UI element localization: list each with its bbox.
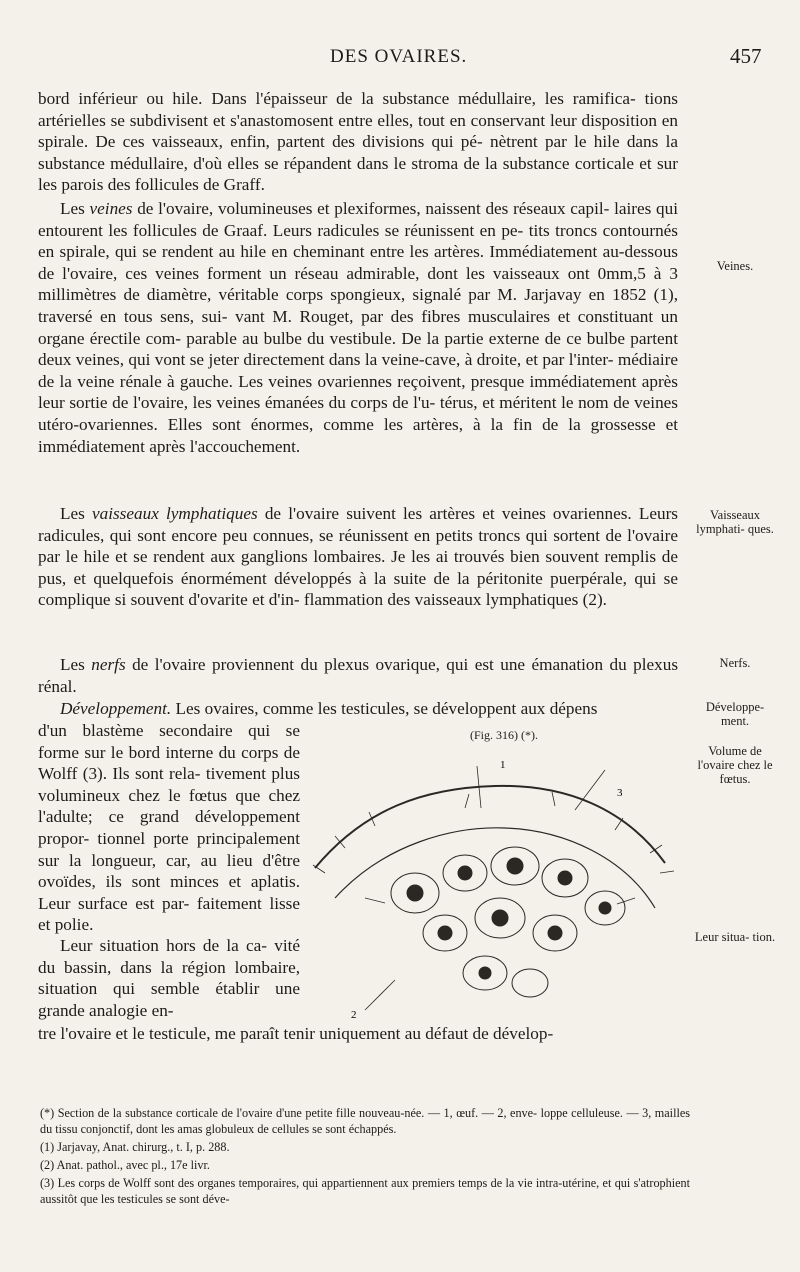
sidenote-volume: Volume de l'ovaire chez le fœtus.: [697, 744, 773, 786]
capsule-outline: [315, 786, 665, 868]
sidenote-developpement: Développe- ment.: [705, 700, 765, 728]
ovum: [438, 926, 452, 940]
paragraph-veins: [38, 198, 678, 457]
sidenote-nerfs: Nerfs.: [719, 656, 751, 670]
paragraph-3: Les vaisseaux lymphatiques de l'ovaire suivent les artères et veines ovariennes. Leurs radicules, qui sont encore peu connues, se réunissent en petits troncs qui sortent de l'ovaire par le hile et se rendent aux ganglions lombaires. Je les ai trouvés bien souvent remplis de pus, et quelquefois énormément développés à la suite de la péritonite puerpérale, qui se complique si souvent d'ovarite et d'in- flammation des vaisseaux lymphatiques (2).: [38, 504, 678, 610]
ovum: [492, 910, 508, 926]
footnote-3: (3) Les corps de Wolff sont des organes temporaires, qui appartiennent aux premiers temps de la vie intra-utérine, et qui s'atrophient aussitôt que les testicules se sont déve-: [40, 1176, 690, 1206]
paragraph-lymphatics: [38, 503, 678, 611]
paragraph-5-lead: Développement. Les ovaires, comme les testicules, se développent aux dépens: [60, 699, 598, 718]
ovary-section-figure: [305, 748, 685, 1038]
ovum: [479, 967, 491, 979]
footnote-1: (1) Jarjavay, Anat. chirurg., t. I, p. 288.: [40, 1140, 230, 1154]
sidenote-situation: Leur situa- tion.: [694, 930, 776, 944]
sidenote-veines: Veines.: [716, 259, 754, 273]
paragraph-4: Les nerfs de l'ovaire proviennent du plexus ovarique, qui est une émanation du plexus rénal.: [38, 655, 679, 696]
paragraph-arteries: [38, 88, 678, 196]
running-header: [0, 42, 800, 72]
paragraph-development-narrow: [38, 720, 300, 936]
term-veines: veines: [89, 199, 133, 218]
paragraph-nerves: [38, 654, 678, 697]
ovum: [558, 871, 572, 885]
follicle: [512, 969, 548, 997]
ovum: [407, 885, 423, 901]
ovum: [599, 902, 611, 914]
footnote-2: (2) Anat. pathol., avec pl., 17e livr.: [40, 1158, 210, 1172]
paragraph-situation-narrow: [38, 935, 300, 1021]
paragraph-2: Les veines de l'ovaire, volumineuses et plexiformes, naissent des réseaux capil- laires qui entourent les follicules de Graaf. Leurs radicules se réunissent en pe- tits troncs contournés en spirale, qui se rendent au hile en cheminant entre les artères. Immédiatement au-dessous de l'ovaire, ces veines forment un réseau admirable, dont les vaisseaux ont 0mm,5 à 3 millimètres de diamètre, véritable corps spongieux, signalé par M. Jarjavay en 1852 (1), traversé en tous sens, sui- vant M. Rouget, par des fibres musculaires et constituant un organe érectile com- parable au bulbe du vestibule. De la partie externe de ce bulbe partent deux veines, qui vont se jeter directement dans la veine-cave, à droite, et par l'inter- médiaire de la veine rénale à gauche. Les veines ovariennes reçoivent, presque immédiatement après leur sortie de l'ovaire, les veines émanées du corps de l'u- térus, et méritent le nom de veines utéro-ovariennes. Elles sont énormes, comme les artères, à la fin de la grossesse et immédiatement après l'accouchement.: [38, 199, 678, 456]
paragraph-6-body: Leur situation hors de la ca- vité du bassin, dans la région lombaire, situation qui semble établir une grande analogie en-: [38, 936, 300, 1020]
term-nerfs: nerfs: [91, 655, 126, 674]
figure-label-3: 3: [617, 787, 623, 799]
sidenote-lymph: Vaisseaux lymphati- ques.: [696, 508, 774, 536]
paragraph-5-body: d'un blastème secondaire qui se forme sur le bord interne du corps de Wolff (3). Ils sont rela- tivement plus volumineux chez le fœtus que chez l'adulte; ce grand développement propor- tionnel porte principalement sur la longueur, car, au lieu d'être ovoïdes, ils sont minces et aplatis. Leur surface est par- faitement lisse et polie.: [38, 721, 300, 935]
figure-caption: (Fig. 316) (*).: [470, 728, 538, 742]
term-developpement: Développement.: [60, 699, 172, 718]
page-number: 457: [730, 44, 762, 68]
paragraph-1: bord inférieur ou hile. Dans l'épaisseur de la substance médullaire, les ramifica- tions artérielles se subdivisent et s'anastomosent entre elles, tout en conservant leur disposition en spirale. De ces vaisseaux, enfin, partent des divisions qui pé- nètrent par le hile dans la substance médullaire, d'où elles se répandent dans le stroma de la substance corticale et sur les parois des follicules de Graff.: [38, 89, 678, 195]
chapter-title: DES OVAIRES.: [330, 46, 468, 67]
inner-layer: [335, 828, 655, 908]
paragraph-development-lead: [38, 698, 678, 720]
ovum: [548, 926, 562, 940]
paragraph-6-end: tre l'ovaire et le testicule, me paraît tenir uniquement au défaut de dévelop-: [38, 1024, 554, 1043]
figure-label-2: 2: [351, 1009, 357, 1021]
footnote-figure: (*) Section de la substance corticale de l'ovaire d'une petite fille nouveau-née. — 1, œuf. — 2, enve- loppe celluleuse. — 3, mailles du tissu conjonctif, dont les amas globuleux de cellules se sont échappés.: [40, 1106, 690, 1136]
figure-label-1: 1: [500, 759, 506, 771]
follicles-group: [391, 847, 625, 997]
term-lymphatiques: vaisseaux lymphatiques: [92, 504, 258, 523]
connective-fibers: [313, 792, 674, 904]
ovum: [507, 858, 523, 874]
ovum: [458, 866, 472, 880]
footnotes: [40, 1105, 690, 1209]
